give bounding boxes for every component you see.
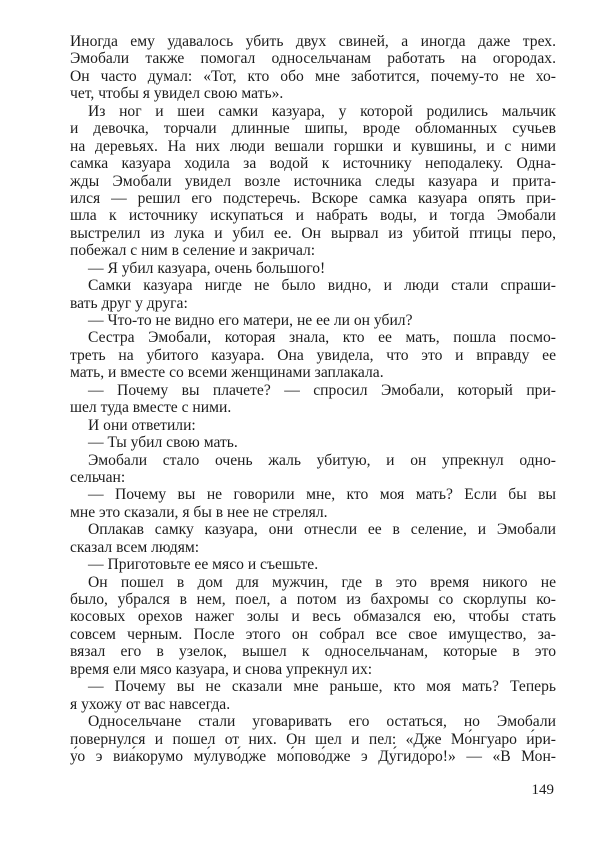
text-line: Эмобали также помогал односельчанам работать на огородах. bbox=[70, 50, 556, 68]
text-line: жды Эмобали увидел возле источника следы казуара и прита- bbox=[70, 172, 556, 190]
text-line: Односельчане стали уговаривать его остаться, но Эмобали bbox=[88, 713, 556, 731]
text-line: Эмобали стало очень жаль убитую, и он упрекнул одно- bbox=[88, 451, 556, 469]
text-line: — Почему вы плачете? — спросил Эмобали, который при- bbox=[88, 381, 556, 399]
text-line: И они ответили: bbox=[88, 416, 196, 434]
text-line: — Почему вы не сказали мне раньше, кто моя мать? Теперь bbox=[88, 678, 556, 696]
text-line: на деревьях. На них люди вешали горшки и кувшины, и с ними bbox=[70, 137, 556, 155]
text-line: выстрелил из лука и убил ее. Он вырвал из убитой птицы перо, bbox=[70, 224, 556, 242]
text-line: — Почему вы не говорили мне, кто моя мать? Если бы вы bbox=[88, 486, 556, 504]
text-line: я ухожу от вас навсегда. bbox=[70, 695, 231, 713]
text-line: косовых орехов нажег золы и весь обмазался ею, чтобы стать bbox=[70, 608, 556, 626]
text-line: шел туда вместе с ними. bbox=[70, 399, 232, 417]
text-line: у́о э виа́корумо му́луво́дже мо́пово́дже э Ду́гидо́ро!» — «В Мон- bbox=[70, 747, 556, 765]
text-line: — Я убил казуара, очень большого! bbox=[88, 259, 326, 277]
text-line: сельчан: bbox=[70, 468, 126, 486]
text-line: время ели мясо казуара, и снова упрекнул их: bbox=[70, 660, 373, 678]
text-line: совсем черным. После этого он собрал все свое имущество, за- bbox=[70, 625, 556, 643]
text-line: Оплакав самку казуара, они отнесли ее в селение, и Эмобали bbox=[88, 521, 556, 539]
text-line: самка казуара ходила за водой к источнику неподалеку. Одна- bbox=[70, 155, 556, 173]
text-line: — Что-то не видно его матери, не ее ли он убил? bbox=[88, 312, 413, 329]
text-line: мне это сказали, я бы в нее не стрелял. bbox=[70, 503, 328, 521]
text-line: сказал всем людям: bbox=[70, 538, 200, 556]
text-line: — Ты убил свою мать. bbox=[88, 434, 238, 452]
text-line: Самки казуара нигде не было видно, и люди стали спраши- bbox=[88, 277, 556, 295]
text-line: побежал с ним в селение и закричал: bbox=[70, 242, 316, 260]
text-line: вязал его в узелок, вышел к односельчанам, которые в это bbox=[70, 643, 556, 661]
text-line: чет, чтобы я увидел свою мать». bbox=[70, 85, 284, 103]
text-line: повернулся и пошел от них. Он шел и пел: «Дже Мо́нгуаро и́ри- bbox=[70, 730, 556, 748]
text-line: Из ног и шеи самки казуара, у которой родились мальчик bbox=[88, 102, 556, 120]
text-line: было, убрался в нем, поел, а потом из бахромы со скорлупы ко- bbox=[70, 591, 556, 608]
text-line: Он часто думал: «Тот, кто обо мне заботится, почему-то не хо- bbox=[70, 67, 556, 85]
text-line: шла к источнику искупаться и набрать воды, и тогда Эмобали bbox=[70, 207, 556, 225]
page-number: 149 bbox=[531, 782, 554, 798]
text-line: и девочка, торчали длинные шипы, вроде обломанных сучьев bbox=[70, 120, 556, 138]
text-line: треть на убитого казуара. Она увидела, что это и вправду ее bbox=[70, 346, 556, 364]
text-line: вать друг у друга: bbox=[70, 294, 188, 312]
text-line: Иногда ему удавалось убить двух свиней, а иногда даже трех. bbox=[70, 33, 556, 50]
text-line: Сестра Эмобали, которая знала, кто ее мать, пошла посмо- bbox=[88, 329, 556, 347]
book-page-text bbox=[70, 33, 556, 765]
text-line: Он пошел в дом для мужчин, где в это время никого не bbox=[88, 573, 556, 591]
text-line: ился — решил его подстеречь. Вскоре самка казуара опять при- bbox=[70, 189, 556, 207]
text-line: — Приготовьте ее мясо и съешьте. bbox=[88, 556, 319, 574]
text-line: мать, и вместе со всеми женщинами заплакала. bbox=[70, 364, 384, 382]
